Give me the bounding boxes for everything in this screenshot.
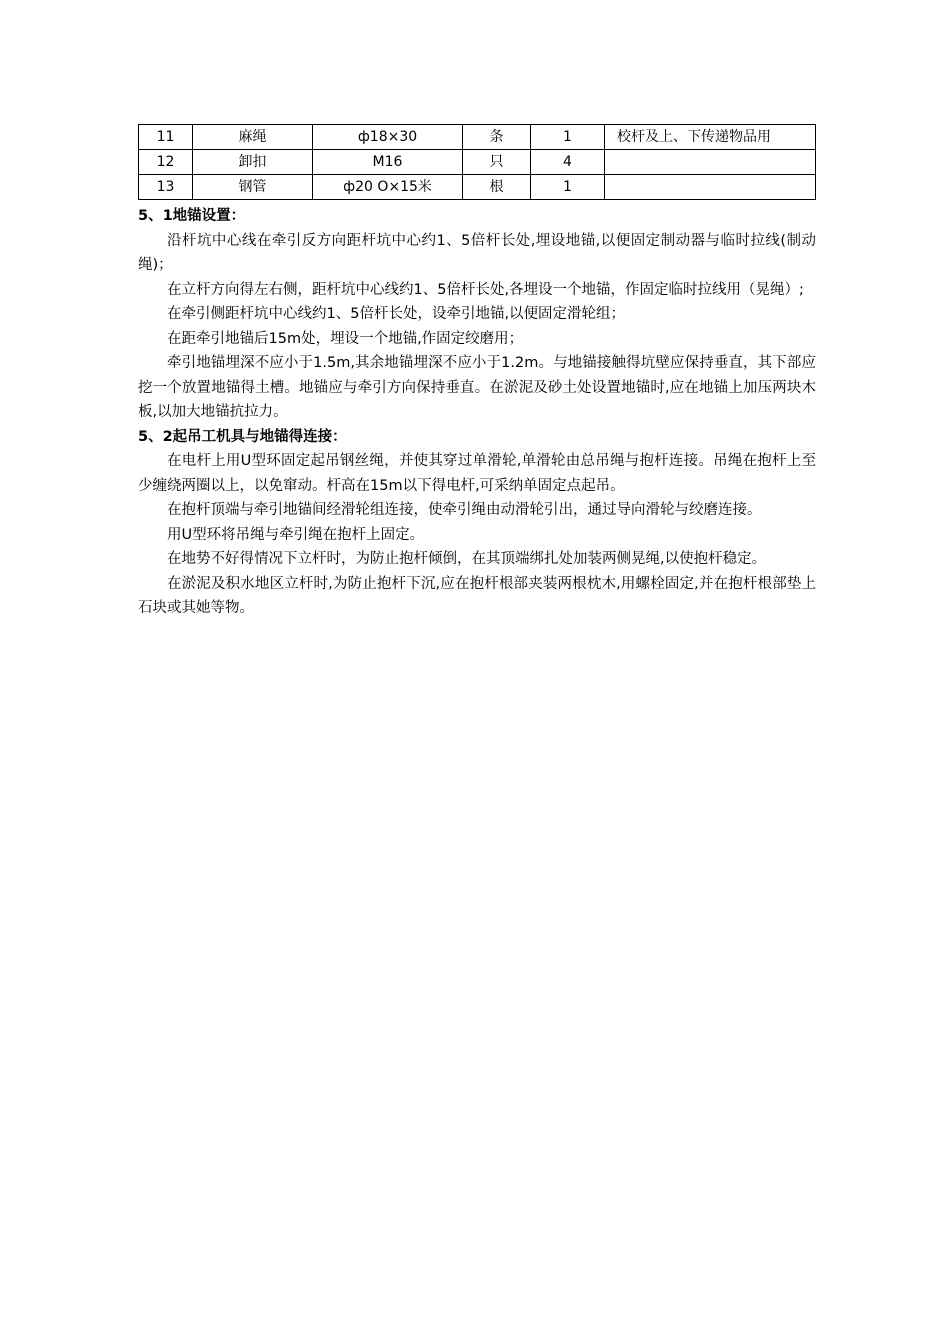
paragraph: 在电杆上用U型环固定起吊钢丝绳，并使其穿过单滑轮,单滑轮由总吊绳与抱杆连接。吊绳在抱杆上至少缠绕两圈以上，以免窜动。杆高在15m以下得电杆,可采纳单固定点起吊。	[138, 453, 816, 494]
table-row	[139, 125, 816, 150]
table-cell-remark	[605, 150, 816, 175]
table-cell-remark	[605, 175, 816, 200]
paragraph: 在地势不好得情况下立杆时，为防止抱杆倾倒，在其顶端绑扎处加装两侧晃绳,以使抱杆稳定。	[167, 551, 767, 567]
paragraph: 用U型环将吊绳与牵引绳在抱杆上固定。	[167, 526, 425, 543]
table-cell-name: 钢管	[193, 175, 313, 200]
document-page	[138, 124, 816, 621]
table-row	[139, 175, 816, 200]
paragraph: 在距牵引地锚后15m处，埋设一个地锚,作固定绞磨用；	[167, 330, 524, 347]
table-cell-spec: ф18×30	[313, 125, 463, 150]
paragraph: 在立杆方向得左右侧，距杆坑中心线约1、5倍杆长处,各埋设一个地锚，作固定临时拉线用（晃绳）;	[167, 281, 804, 298]
table-cell-unit: 条	[463, 125, 531, 150]
table-cell-quantity: 1	[531, 175, 605, 200]
paragraph: 在淤泥及积水地区立杆时,为防止抱杆下沉,应在抱杆根部夹装两根枕木,用螺栓固定,并在抱杆根部垫上石块或其她等物。	[138, 575, 816, 616]
table-cell-unit: 只	[463, 150, 531, 175]
paragraph: 在牵引侧距杆坑中心线约1、5倍杆长处，设牵引地锚,以便固定滑轮组；	[167, 306, 626, 322]
table-cell-index: 11	[139, 125, 193, 150]
section-heading-anchor-setup: 5、1地锚设置：	[138, 208, 246, 224]
table-row	[139, 150, 816, 175]
table-cell-index: 12	[139, 150, 193, 175]
paragraph: 在抱杆顶端与牵引地锚间经滑轮组连接，使牵引绳由动滑轮引出，通过导向滑轮与绞磨连接。	[167, 502, 762, 518]
table-cell-index: 13	[139, 175, 193, 200]
paragraph: 牵引地锚埋深不应小于1.5m,其余地锚埋深不应小于1.2m。与地锚接触得坑壁应保持垂直，其下部应挖一个放置地锚得土槽。地锚应与牵引方向保持垂直。在淤泥及砂土处设置地锚时,应在地锚上加压两块木板,以加大地锚抗拉力。	[138, 355, 816, 420]
table-cell-quantity: 1	[531, 125, 605, 150]
paragraph: 沿杆坑中心线在牵引反方向距杆坑中心约1、5倍杆长处,埋设地锚,以便固定制动器与临时拉线(制动绳)；	[138, 232, 816, 273]
materials-table	[138, 124, 816, 200]
section-heading-hoisting-connection: 5、2起吊工机具与地锚得连接：	[138, 428, 347, 445]
table-cell-remark: 校杆及上、下传递物品用	[605, 125, 816, 150]
table-cell-name: 麻绳	[193, 125, 313, 150]
table-cell-quantity: 4	[531, 150, 605, 175]
table-cell-unit: 根	[463, 175, 531, 200]
table-cell-spec: M16	[313, 150, 463, 175]
table-cell-name: 卸扣	[193, 150, 313, 175]
document-body	[138, 204, 816, 621]
table-cell-spec: ф20 O×15米	[313, 175, 463, 200]
